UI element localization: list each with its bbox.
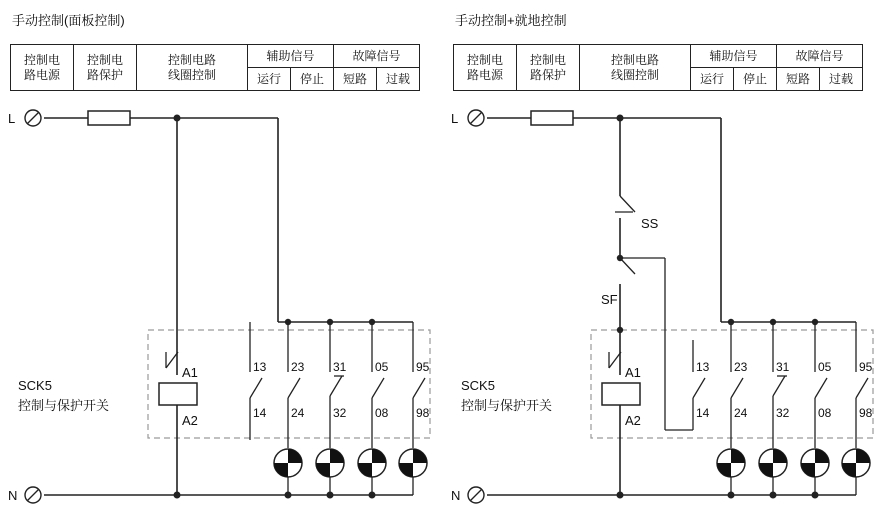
indicator-lamp-overload (399, 449, 427, 495)
contact-label-bottom: 32 (776, 406, 790, 420)
junction-dot (369, 492, 376, 499)
cell-stop: 停止 (734, 68, 777, 91)
lamp-fill-q3 (316, 463, 330, 477)
lamp-fill-q1 (815, 449, 829, 463)
junction-dot (617, 255, 623, 261)
lamp-fill-q3 (399, 463, 413, 477)
lamp-fill-q3 (274, 463, 288, 477)
contact-label-top: 23 (734, 360, 748, 374)
contact-blade (693, 378, 705, 398)
cell-fault-signal: 故障信号 (334, 45, 420, 68)
device-name: SCK5 (461, 378, 495, 393)
contact-column-95-98 (413, 322, 430, 448)
lamp-fill-q1 (288, 449, 302, 463)
device-desc: 控制与保护开关 (461, 398, 553, 413)
contact-label-top: 23 (291, 360, 305, 374)
contact-label-top: 31 (776, 360, 790, 374)
lamp-fill-q1 (773, 449, 787, 463)
junction-dot (728, 492, 735, 499)
junction-dot (369, 319, 375, 325)
label-a1: A1 (625, 365, 641, 380)
junction-dot (327, 319, 333, 325)
contact-label-top: 95 (859, 360, 873, 374)
contact-blade (773, 376, 785, 396)
contact-blade (250, 378, 262, 398)
contact-label-top: 13 (253, 360, 267, 374)
contact-label-bottom: 14 (253, 406, 267, 420)
contact-label-bottom: 98 (859, 406, 873, 420)
cell-aux-signal: 辅助信号 (248, 45, 334, 68)
cell-line-1: 控制电 (86, 52, 123, 67)
cell-line-1: 控制电路 (167, 52, 216, 67)
contact-blade (330, 376, 342, 396)
contact-label-bottom: 08 (375, 406, 389, 420)
label-ss: SS (641, 216, 659, 231)
junction-dot (812, 319, 818, 325)
junction-dot (174, 492, 181, 499)
cell-line-2: 路保护 (529, 67, 566, 82)
junction-dot (812, 492, 819, 499)
cell-line-1: 控制电 (529, 52, 566, 67)
diagram-panel-manual (0, 0, 442, 530)
contact-column-95-98 (856, 322, 873, 448)
cell-stop: 停止 (291, 68, 334, 91)
contact-blade (815, 378, 827, 398)
junction-dot (617, 115, 624, 122)
cell-run: 运行 (691, 68, 734, 91)
cell-overload: 过载 (820, 68, 863, 91)
circuit-drawing-left (0, 0, 442, 530)
contact-blade (413, 378, 425, 398)
contact-column-31-32 (327, 319, 347, 448)
contact-column-31-32 (770, 319, 790, 448)
contact-label-bottom: 98 (416, 406, 430, 420)
lamp-fill-q3 (842, 463, 856, 477)
contact-blade (731, 378, 743, 398)
circuit-drawing-right (443, 0, 885, 530)
junction-dot (174, 115, 181, 122)
lamp-fill-q1 (330, 449, 344, 463)
label-n: N (451, 488, 461, 503)
diagram-panel-manual-local (443, 0, 885, 530)
label-l: L (8, 111, 16, 126)
cell-line-2: 线圈控制 (610, 67, 659, 82)
coil-symbol (602, 383, 640, 405)
pushbutton-ss[interactable] (615, 196, 659, 258)
cell-fault-signal: 故障信号 (777, 45, 863, 68)
contact-column-23-24 (285, 319, 305, 448)
ss-blade (620, 196, 635, 212)
contact-column-05-08 (369, 319, 389, 448)
contact-label-top: 13 (696, 360, 710, 374)
contact-blade (372, 378, 384, 398)
pushbutton-sf[interactable] (601, 258, 635, 375)
indicator-lamp-short (358, 449, 386, 495)
lamp-fill-q1 (372, 449, 386, 463)
coil-symbol (159, 383, 197, 405)
junction-dot (285, 319, 291, 325)
contact-blade (288, 378, 300, 398)
indicator-lamp-run (717, 449, 745, 495)
cell-line-2: 路电源 (23, 67, 60, 82)
label-a1: A1 (182, 365, 198, 380)
contact-label-top: 05 (375, 360, 389, 374)
cell-line-1: 控制电路 (610, 52, 659, 67)
label-l: L (451, 111, 459, 126)
panel-title: 手动控制+就地控制 (455, 13, 567, 28)
label-n: N (8, 488, 18, 503)
contact-label-bottom: 32 (333, 406, 347, 420)
indicator-lamp-run (274, 449, 302, 495)
fuse-symbol (531, 111, 573, 125)
junction-dot (770, 492, 777, 499)
panel-title: 手动控制(面板控制) (12, 13, 125, 28)
indicator-lamp-overload (842, 449, 870, 495)
lamp-fill-q1 (731, 449, 745, 463)
lamp-fill-q3 (717, 463, 731, 477)
cell-aux-signal: 辅助信号 (691, 45, 777, 68)
label-sf: SF (601, 292, 618, 307)
lamp-fill-q3 (759, 463, 773, 477)
cell-overload: 过载 (377, 68, 420, 91)
lamp-fill-q3 (358, 463, 372, 477)
cell-line-2: 线圈控制 (167, 67, 216, 82)
junction-dot (617, 327, 623, 333)
contact-blade (856, 378, 868, 398)
label-a2: A2 (625, 413, 641, 428)
contact-column-05-08 (812, 319, 832, 448)
label-a2: A2 (182, 413, 198, 428)
lamp-fill-q3 (801, 463, 815, 477)
indicator-lamp-stop (316, 449, 344, 495)
cell-line-1: 控制电 (466, 52, 503, 67)
junction-dot (327, 492, 334, 499)
sf-blade (620, 258, 635, 274)
junction-dot (617, 492, 624, 499)
fuse-symbol (88, 111, 130, 125)
contact-column-23-24 (728, 319, 748, 448)
junction-dot (285, 492, 292, 499)
device-desc: 控制与保护开关 (18, 398, 110, 413)
contact-label-top: 95 (416, 360, 430, 374)
junction-dot (728, 319, 734, 325)
contact-label-top: 05 (818, 360, 832, 374)
contact-label-bottom: 08 (818, 406, 832, 420)
device-name: SCK5 (18, 378, 52, 393)
indicator-lamp-stop (759, 449, 787, 495)
lamp-fill-q1 (413, 449, 427, 463)
cell-short: 短路 (334, 68, 377, 91)
contact-label-bottom: 24 (291, 406, 305, 420)
junction-dot (770, 319, 776, 325)
cell-short: 短路 (777, 68, 820, 91)
indicator-lamp-short (801, 449, 829, 495)
cell-run: 运行 (248, 68, 291, 91)
cell-line-2: 路保护 (86, 67, 123, 82)
contact-column-13-14 (250, 322, 267, 440)
contact-label-top: 31 (333, 360, 347, 374)
cell-line-1: 控制电 (23, 52, 60, 67)
contact-label-bottom: 14 (696, 406, 710, 420)
contact-column-13-14 (693, 340, 710, 430)
lamp-fill-q1 (856, 449, 870, 463)
cell-line-2: 路电源 (466, 67, 503, 82)
contact-label-bottom: 24 (734, 406, 748, 420)
